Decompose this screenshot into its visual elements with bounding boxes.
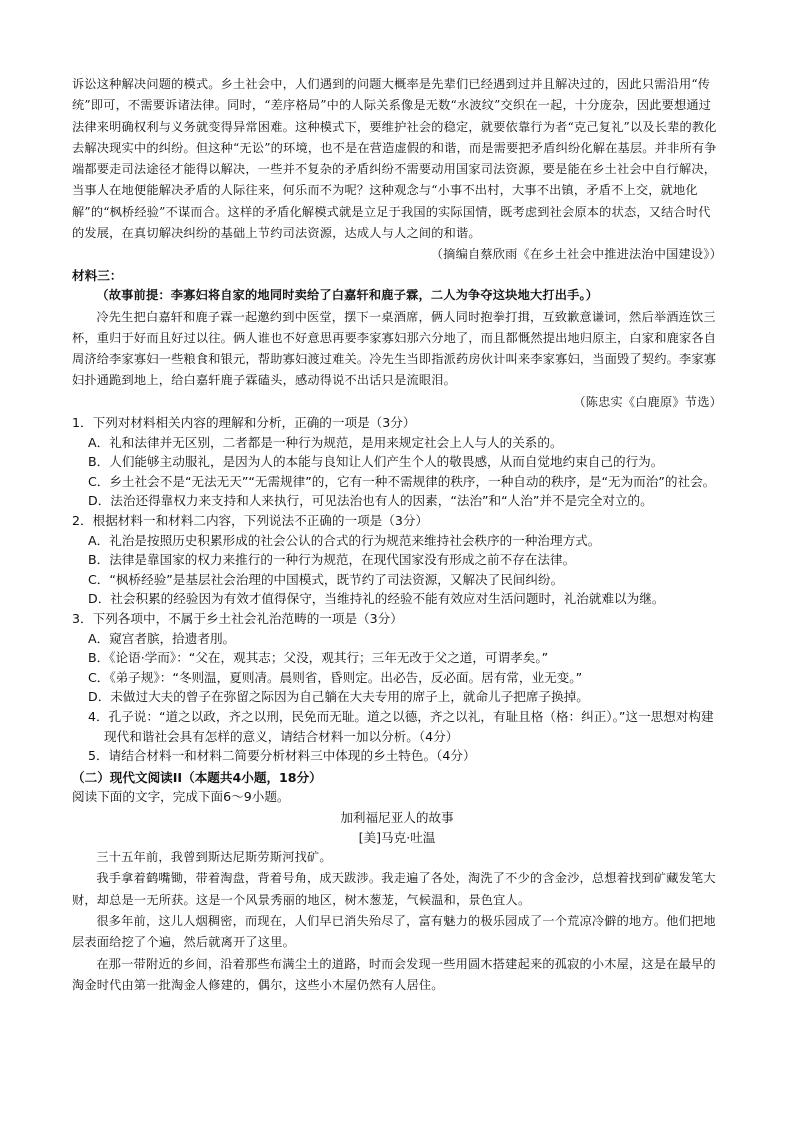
material2-text: [72, 74, 722, 266]
option-b: B．法律是靠国家的权力来推行的一种行为规范，在现代国家没有形成之前不存在法律。: [88, 552, 576, 568]
option-a: A．礼和法律并无区别，二者都是一种行为规范，是用来规定社会上人与人的关系的。: [88, 434, 563, 450]
material2-source: （摘编自蔡欣雨《在乡土社会中推进法治中国建设》）: [430, 247, 722, 262]
option-c: C．“枫桥经验”是基层社会治理的中国模式，既节约了司法资源，又解决了民间纠纷。: [88, 571, 564, 587]
option-d: D．社会积累的经验因为有效才值得保守，当维持礼的经验不能有效应对生活问题时，礼治就难以为继。: [88, 591, 665, 607]
option-c: C．《弟子规》：“冬则温，夏则凊。晨则省，昏则定。出必告，反必面。居有常，业无变。”: [88, 669, 583, 685]
material3-paragraph: 冷先生把白嘉轩和鹿子霖一起邀约到中医堂，摆下一桌酒席，俩人同时抱拳打揖，互致歉意谦词，然后举酒连饮三杯，重归于好而且好过以往。俩人谁也不好意思再要李家寡妇那六分地了，而且都慨然提出地归原主，白家和鹿家各自周济给李家寡妇一些粮食和银元，帮助寡妇渡过难关。冷先生当即指派药房伙计叫来李家寡妇，当面毁了契约。李家寡妇扑通跪到地上，给白嘉轩鹿子霖磕头，感动得说不出话只是流眼泪。: [72, 309, 717, 388]
option-a: A．窥宫者膑，拾遗者刖。: [88, 630, 236, 646]
material3-source: （陈忠实《白鹿原》节选）: [573, 394, 722, 409]
story-title: 加利福尼亚人的故事: [340, 809, 454, 825]
section-title: （二）现代文阅读II（本题共4小题，18分）: [72, 769, 322, 785]
material3-heading: 材料三：: [72, 267, 123, 283]
option-d: D．未做过大夫的曾子在弥留之际因为自己躺在大夫专用的席子上，就命儿子把席子换掉。: [88, 689, 589, 705]
story-paragraph: 在那一带附近的乡间，沿着那些布满尘土的道路，时而会发现一些用圆木搭建起来的孤寂的小木屋，这是在最早的淘金时代由第一批淘金人修建的，偶尔，这些小木屋仍然有人居住。: [72, 956, 716, 992]
story-body: [72, 847, 722, 996]
story-author: [美]马克·吐温: [358, 829, 436, 845]
material3: [72, 266, 722, 413]
material2-tail-paragraph: 诉讼这种解决问题的模式。乡土社会中，人们遇到的问题大概率是先辈们已经遇到过并且解决过的，因此只需沿用“传统”即可，不需要诉诸法律。同时，“差序格局”中的人际关系像是无数“水波纹”交织在一起，十分庞杂，因此要想通过法律来明确权利与义务就变得异常困难。这种模式下，要维护社会的稳定，就要依靠行为者“克己复礼”以及长辈的教化去解决现实中的纠纷。但这种“无讼”的环境，也不是在营造虚假的和谐，而是需要把矛盾纠纷化解在基层。并非所有争端都要走司法途径才能得以解决，一些并不复杂的矛盾纠纷不需要动用国家司法资源，要是能在乡土社会中自行解决，当事人在地便能解决矛盾的人际往来，何乐而不为呢？这种观念与“小事不出村，大事不出镇，矛盾不上交，就地化解”的“枫桥经验”不谋而合。这样的矛盾化解模式就是立足于我国的实际国情，既考虑到社会原本的状态，又结合时代的发展，在真切解决纠纷的基础上节约司法资源，达成人与人之间的和谐。: [72, 77, 717, 241]
option-b: B．人们能够主动服礼，是因为人的本能与良知让人们产生个人的敬畏感，从而自觉地约束自己的行为。: [88, 454, 664, 470]
question-stem: 5．请结合材料一和材料二简要分析材料三中体现的乡土特色。（4分）: [88, 748, 476, 764]
section-modern-reading-2: [72, 768, 722, 996]
question-list: [72, 413, 722, 766]
option-c: C．乡土社会不是“无法无天”“无需规律”的，它有一种不需规律的秩序，一种自动的秩序，是“无为而治”的社会。: [88, 473, 716, 489]
section-instruction: 阅读下面的文字，完成下面6～9小题。: [72, 789, 290, 805]
story-paragraph: 三十五年前，我曾到斯达尼斯劳斯河找矿。: [96, 850, 332, 865]
question-2: [72, 511, 722, 609]
question-4: [72, 707, 722, 746]
option-b: B．《论语·学而》：“父在，观其志；父没，观其行；三年无改于父之道，可谓孝矣。”: [88, 650, 549, 666]
question-3: [72, 609, 722, 707]
question-5: [72, 746, 722, 766]
question-stem: 4．孔子说：“道之以政，齐之以刑，民免而无耻。道之以德，齐之以礼，有耻且格（格：纠正）。”这一思想对构建现代和谐社会具有怎样的意义，请结合材料一加以分析。（4分）: [88, 708, 714, 744]
material3-premise: （故事前提：李寡妇将自家的地同时卖给了白嘉轩和鹿子霖，二人为争夺这块地大打出手。）: [96, 288, 599, 303]
option-d: D．法治还得靠权力来支持和人来执行，可见法治也有人的因素，“法治”和“人治”并不是完全对立的。: [88, 493, 653, 509]
exam-page: [72, 74, 722, 996]
story-paragraph: 很多年前，这儿人烟稠密，而现在，人们早已消失殆尽了，富有魅力的极乐园成了一个荒凉冷僻的地方。他们把地层表面给挖了个遍，然后就离开了这里。: [72, 914, 716, 950]
option-a: A．礼治是按照历史积累形成的社会公认的合式的行为规范来维持社会秩序的一种治理方式。: [88, 532, 601, 548]
question-stem: 1．下列对材料相关内容的理解和分析，正确的一项是（3分）: [72, 415, 416, 431]
question-stem: 3．下列各项中，不属于乡土社会礼治范畴的一项是（3分）: [72, 610, 403, 626]
question-1: [72, 413, 722, 511]
story-paragraph: 我手拿着鹤嘴锄，带着淘盘，背着号角，成天跋涉。我走遍了各处，淘洗了不少的含金沙，总想着找到矿藏发笔大财，却总是一无所获。这是一个风景秀丽的地区，树木葱茏，气候温和，景色宜人。: [72, 871, 716, 907]
question-stem: 2．根据材料一和材料二内容，下列说法不正确的一项是（3分）: [72, 513, 429, 529]
